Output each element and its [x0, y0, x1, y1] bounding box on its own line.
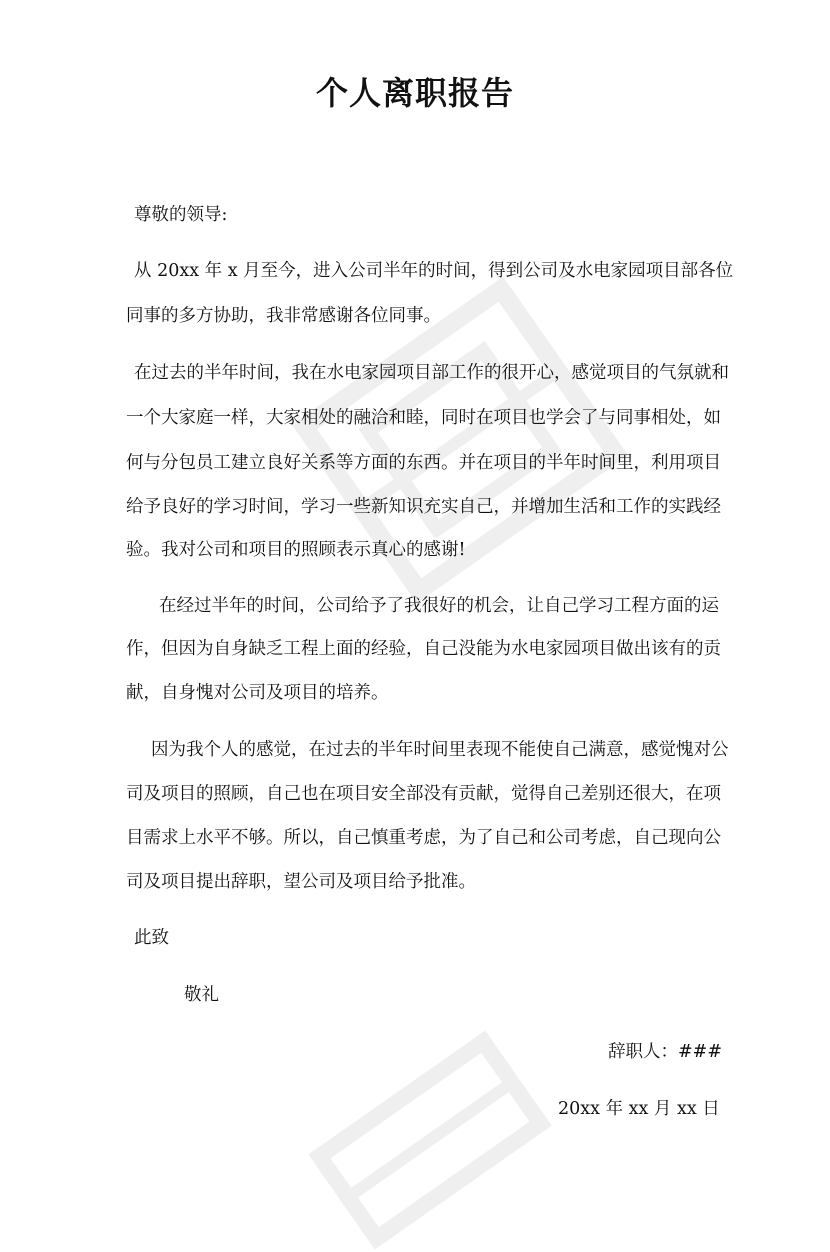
salutation: 尊敬的领导:	[134, 205, 228, 225]
paragraph-1-line-1: 从 20xx 年 x 月至今，进入公司半年的时间，得到公司及水电家园项目部各位	[134, 261, 734, 281]
paragraph-2-line-4: 给予良好的学习时间，学习一些新知识充实自己，并增加生活和工作的实践经	[126, 497, 721, 517]
date: 20xx 年 xx 月 xx 日	[558, 1099, 720, 1119]
paragraph-1-line-2: 同事的多方协助，我非常感谢各位同事。	[126, 306, 441, 326]
paragraph-4-line-1: 因为我个人的感觉，在过去的半年时间里表现不能使自己满意，感觉愧对公	[151, 740, 729, 760]
closing-salute: 敬礼	[184, 985, 219, 1005]
paragraph-3-line-2: 作，但因为自身缺乏工程上面的经验，自己没能为水电家园项目做出该有的贡	[126, 639, 721, 659]
paragraph-2-line-1: 在过去的半年时间，我在水电家园项目部工作的很开心，感觉项目的气氛就和	[134, 363, 729, 383]
paragraph-2-line-5: 验。我对公司和项目的照顾表示真心的感谢!	[126, 540, 466, 560]
paragraph-3-line-3: 献，自身愧对公司及项目的培养。	[126, 683, 389, 703]
closing-regards: 此致	[134, 928, 169, 948]
paragraph-2-line-2: 一个大家庭一样，大家相处的融洽和睦，同时在项目也学会了与同事相处，如	[126, 408, 721, 428]
paragraph-4-line-2: 司及项目的照顾，自己也在项目安全部没有贡献，觉得自己差别还很大，在项	[126, 784, 721, 804]
document-title: 个人离职报告	[315, 74, 514, 112]
paragraph-4-line-3: 目需求上水平不够。所以，自己慎重考虑，为了自己和公司考虑，自己现向公	[126, 828, 721, 848]
watermark-icon-bottom	[305, 1028, 554, 1252]
paragraph-4-line-4: 司及项目提出辞职，望公司及项目给予批准。	[126, 872, 476, 892]
paragraph-2-line-3: 何与分包员工建立良好关系等方面的东西。并在项目的半年时间里，利用项目	[126, 453, 721, 473]
paragraph-3-line-1: 在经过半年的时间，公司给予了我很好的机会，让自己学习工程方面的运	[159, 596, 719, 616]
signature: 辞职人：###	[608, 1042, 722, 1062]
